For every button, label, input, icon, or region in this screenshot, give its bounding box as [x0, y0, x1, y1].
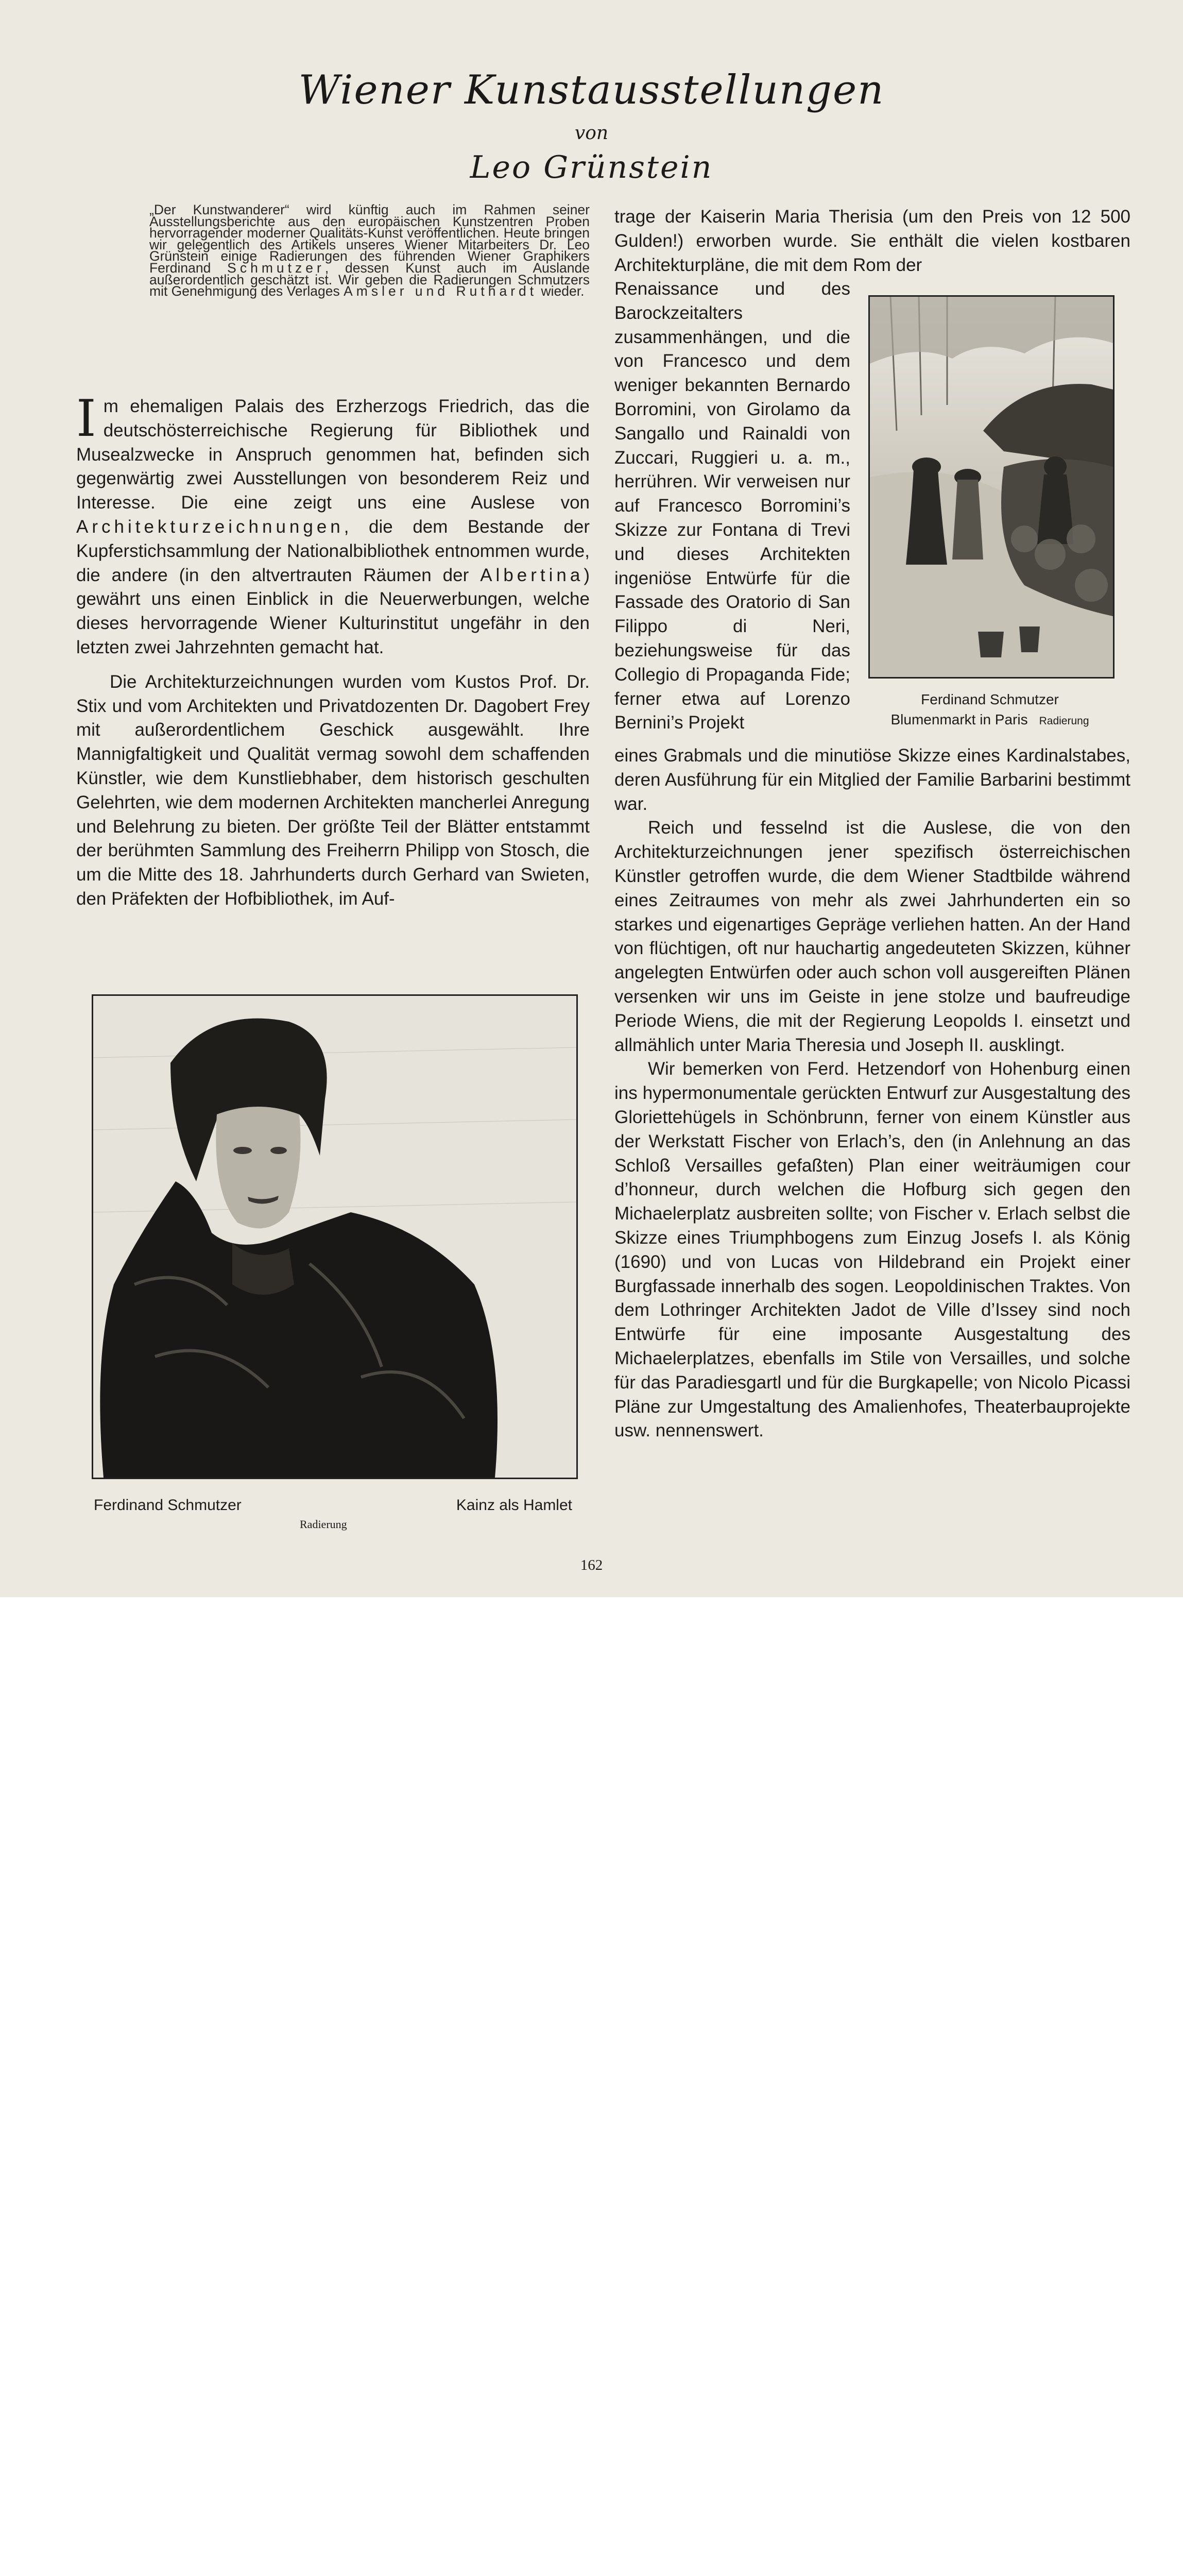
right-bottom-continuation: eines Grabmals und die minutiöse Skizze eines Kardinalstabes, deren Ausführung für ein Mitglied der Familie Barbarini bestimmt war.: [614, 745, 1130, 814]
portrait-illustration: [93, 996, 576, 1478]
figure2-technique: Radierung: [300, 1518, 347, 1531]
editorial-intro: [149, 204, 590, 297]
intro-text-2: , dessen Kunst auch im Auslande außerordentlich geschätzt ist. Wir geben die Radierungen Schmutzers mit Genehmigung des Verlages: [149, 260, 590, 299]
left-p1-a: m ehemaligen Palais des Erzherzogs Friedrich, das die deutschösterreichische Regierung für Bibliothek und Musealzwecke in Anspruch genommen hat, befinden sich gegenwärtig zwei Ausstellungen von besonderem Reiz und Interesse. Die eine zeigt uns eine Auslese von: [76, 396, 590, 513]
etching-kainz-als-hamlet: [92, 994, 578, 1479]
right-top-text: trage der Kaiserin Maria Therisia (um den Preis von 12 500 Gulden!) erworben wurde. Sie enthält die vielen kostbaren Architekturpläne, die mit dem Rom der: [614, 207, 1130, 275]
right-column-bottom: [614, 744, 1130, 1443]
figure2-artist: Ferdinand Schmutzer: [94, 1497, 242, 1514]
article-title: Wiener Kunstausstellungen: [298, 67, 885, 113]
figure1-caption: [868, 711, 1111, 728]
left-p1-c: ) gewährt uns einen Einblick in die Neuerwerbungen, welche dieses hervorragende Wiener Kulturinstitut ungefähr in den letzten zwei Jahrzehnten gemacht hat.: [76, 565, 590, 657]
figure1-title: Blumenmarkt in Paris: [890, 711, 1028, 727]
left-paragraph-2: Die Architekturzeichnungen wurden vom Kustos Prof. Dr. Stix und vom Architekten und Privatdozenten Dr. Dagobert Frey mit außerordentlichem Geschick ausgewählt. Ihre Mannigfaltigkeit und Qualität vermag sowohl dem schaffenden Künstler, wie dem Kunstliebhaber, dem historisch geschulten Gelehrten, wie dem modernen Architekten mancherlei Anregung und Belehrung zu bieten. Der größte Teil der Blätter entstammt der berühmten Sammlung des Freiherrn Philipp von Stosch, die um die Mitte des 18. Jahrhunderts durch Gerhard van Swieten, den Präfekten der Hofbibliothek, im Auf-: [76, 671, 590, 909]
right-column-narrow: [614, 277, 850, 735]
right-paragraph-2: Reich und fesselnd ist die Auslese, die von den Architekturzeichnungen jener spezifisch österreichischen Künstler getroffen wurde, die dem Wiener Stadtbilde während eines Zeitraumes von mehr als zwei Jahrhunderten ein so starkes und eigenartiges Gepräge verliehen hatten. An der Hand von flüchtigen, oft nur hauchartig angedeuteten Skizzen, kühner angelegten Entwürfen oder auch schon voll ausgereiften Plänen versenken wir uns im Geiste in jene stolze und baufreudige Periode Wiens, die mit der Regierung Leopolds I. einsetzt und allmählich unter Maria Theresia und Joseph II. ausklingt.: [614, 818, 1130, 1055]
right-paragraph-3: Wir bemerken von Ferd. Hetzendorf von Hohenburg einen ins hypermonumentale gerückten Entwurf zur Ausgestaltung des Gloriettehügels in Schönbrunn, ferner von einem Künstler aus der Werkstatt Fischer von Erlach’s, den (in Anlehnung an das Schloß Versailles gefaßten) Plan einer weiträumigen cour d’honneur, durch welchen die Hofburg sich gegen den Michaelerplatz ausbreiten sollte; von Fischer v. Erlach selbst die Skizze eines Triumphbogens zum Einzug Josefs I. als König (1690) und von Lucas von Hildebrand ein Projekt einer Burgfassade innerhalb des sogen. Leopoldinischen Traktes. Von dem Lothringer Architekten Jadot de Ville d’Issey sind noch Entwürfe für eine imposante Ausgestaltung des Michaelerplatzes, ebenfalls im Stile von Versailles, und solche für das Paradiesgartl und für die Burgkapelle; von Nicolo Picassi Pläne zur Umgestaltung des Amalienhofes, Theaterbauprojekte usw. nennenswert.: [614, 1059, 1130, 1441]
byline-von: von: [574, 123, 609, 144]
intro-text-1: „Der Kunstwanderer“ wird künftig auch im Rahmen seiner Ausstellungsberichte aus den europäischen Kunstzentren Proben hervorragender moderner Qualitäts-Kunst veröffentlichen. Heute bringen wir gelegentlich des Artikels unseres Wiener Mitarbeiters Dr. Leo Grünstein einige Radierungen des führenden Wiener Graphikers Ferdinand: [149, 202, 590, 276]
figure1-technique: Radierung: [1039, 715, 1089, 727]
left-p1-spaced-2: Albertina: [480, 565, 584, 585]
left-p1-b: , die dem Bestande der Kupferstichsammlung der Nationalbibliothek entnommen wurde, die andere (in den altvertrauten Räumen der: [76, 516, 590, 585]
right-narrow-text: Renaissance und des Barockzeitalters zusammenhängen, und die von Francesco und dem weniger bekannten Bernardo Borromini, von Girolamo da Sangallo und Rainaldi von Zuccari, Ruggieri u. a. m., herrühren. Wir verweisen nur auf Francesco Borromini’s Skizze zur Fontana di Trevi und dieses Architekten ingeniöse Entwürfe für die Fassade des Oratorio di San Filippo di Neri, beziehungsweise für das Collegio di Propaganda Fide; ferner etwa auf Lorenzo Bernini’s Projekt: [614, 279, 850, 733]
flower-market-illustration: [870, 297, 1113, 677]
figure2-title: Kainz als Hamlet: [456, 1497, 572, 1514]
article-author: Leo Grünstein: [470, 149, 713, 185]
etching-blumenmarkt-in-paris: [868, 295, 1115, 679]
left-column: [76, 389, 590, 911]
viewer-footer: [0, 1597, 1183, 1701]
right-column-top: [614, 205, 1130, 277]
intro-text-3: wieder.: [537, 283, 585, 299]
figure1-artist: Ferdinand Schmutzer: [921, 691, 1059, 707]
left-p1-spaced-1: Architekturzeichnungen: [76, 516, 344, 537]
intro-spaced-publisher: Amsler und Ruthardt: [344, 283, 538, 299]
intro-spaced-name: Schmutzer: [227, 260, 325, 276]
drop-cap: I: [76, 389, 96, 448]
page-number: 162: [580, 1557, 603, 1573]
